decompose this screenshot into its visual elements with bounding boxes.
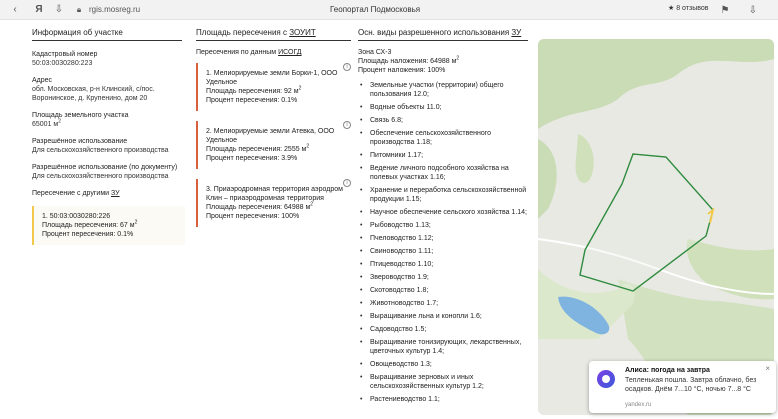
use-item: • Скотоводство 1.8; [358,286,528,295]
lock-icon: 🔒︎ [76,4,82,14]
cadastral-label: Кадастровый номер [32,51,98,58]
use-item: • Звероводство 1.9; [358,273,528,282]
overlay-area: Площадь наложения: 64988 $м^2$ [358,55,460,65]
intersect-card-area: Площадь пересечения: 67 $м^2$ [42,219,138,229]
address-label: Адрес [32,77,53,84]
use-item: • Свиноводство 1.11; [358,247,528,256]
page-title: Геопортал Подмосковья [330,5,421,14]
uses-heading: Осн. виды разрешенного использования ЗУ [358,28,528,41]
use-item: • Животноводство 1.7; [358,299,528,308]
intersect-card-title: 1. 50:03:0030280:226 [42,213,111,220]
use-doc-value: Для сельскохозяйственного производства [32,173,169,180]
info-icon[interactable]: i [343,179,351,187]
zouit-card-title: 1. Мелиорируемые земли Борки-1, ООО Удельное [206,70,338,86]
use-item: • Птицеводство 1.10; [358,260,528,269]
zouit-card[interactable] [196,63,351,111]
use-label: Разрешённое использование [32,138,128,145]
use-item: • Обеспечение сельскохозяйственного производства 1.18; [358,129,528,147]
zouit-card-area: Площадь пересечения: 64988 $м^2$ [206,201,314,211]
area-value: 65001 $м^2$ [32,118,62,128]
url-text: rgis.mosreg.ru [89,5,141,14]
isogd-link[interactable]: ИСОГД [278,49,302,56]
use-item: • Выращивание зерновых и иных сельскохозяйственных культур 1.2; [358,373,528,391]
use-item: • Хранение и переработка сельскохозяйственной продукции 1.15; [358,186,528,204]
zone-name: Зона СХ-3 [358,49,392,56]
reviews-button[interactable]: ★ 8 отзывов [668,5,709,12]
use-item: • Рыбоводство 1.13; [358,221,528,230]
use-item: • Растениеводство 1.1; [358,395,528,404]
zouit-link[interactable]: ЗОУИТ [289,28,316,37]
zouit-heading: Площадь пересечения с ЗОУИТ [196,28,351,41]
isogd-subheading: Пересечения по данным ИСОГД [196,49,302,56]
address-bar[interactable] [72,3,140,17]
area-label: Площадь земельного участка [32,112,129,119]
use-item: • Земельные участки (территории) общего пользования 12.0; [358,81,528,99]
use-item: • Питомники 1.17; [358,151,528,160]
parcel-info-heading: Информация об участке [32,28,182,41]
intersect-link[interactable]: ЗУ [111,190,120,197]
notification-text: Тепленькая пошла. Завтра облачно, без осадков. Днём 7...10 °С, ночью 7...8 °С [625,377,757,393]
parcel-info-column [32,28,182,255]
use-item: • Научное обеспечение сельского хозяйства 1.14; [358,208,528,217]
zouit-card[interactable] [196,179,351,227]
alice-notification[interactable] [589,361,776,413]
use-item: • Пчеловодство 1.12; [358,234,528,243]
yandex-icon[interactable]: Я [35,4,43,15]
bookmark-icon[interactable]: ⚑ [720,4,730,16]
uses-list [358,81,528,404]
zouit-card-percent: Процент пересечения: 100% [206,213,300,220]
map[interactable] [538,39,774,415]
download-icon[interactable]: ⇩ [54,4,64,15]
map-canvas[interactable] [538,39,774,415]
intersect-card-percent: Процент пересечения: 0.1% [42,231,134,238]
use-value: Для сельскохозяйственного производства [32,147,169,154]
info-icon[interactable]: i [343,121,351,129]
intersect-label: Пересечение с другими ЗУ [32,190,120,197]
alice-icon [597,370,615,388]
use-item: • Садоводство 1.5; [358,325,528,334]
close-icon[interactable]: × [765,364,770,373]
use-item: • Выращивание льна и конопли 1.6; [358,312,528,321]
intersect-card[interactable] [32,206,185,245]
overlay-percent: Процент наложения: 100% [358,67,446,74]
zouit-card-percent: Процент пересечения: 0.1% [206,97,298,104]
download-icon[interactable]: ⇩ [748,4,758,16]
zouit-card-title: 3. Приаэродромная территория аэродром Клин – приаэродромная территория [206,186,343,202]
back-icon[interactable]: ‹ [13,4,17,15]
use-item: • Овощеводство 1.3; [358,360,528,369]
zouit-column [196,28,351,237]
notification-title: Алиса: погода на завтра [625,367,710,374]
zouit-card[interactable] [196,121,351,169]
zouit-card-area: Площадь пересечения: 92 $м^2$ [206,85,302,95]
use-doc-label: Разрешённое использование (по документу) [32,164,178,171]
zouit-card-title: 2. Мелиорируемые земли Атевка, ООО Удельное [206,128,335,144]
cadastral-value: 50:03:0030280:223 [32,60,93,67]
uses-column [358,28,528,408]
notification-source: yandex.ru [625,402,652,408]
use-item: • Выращивание тонизирующих, лекарственных, цветочных культур 1.4; [358,338,528,356]
use-item: • Ведение личного подсобного хозяйства на полевых участках 1.16; [358,164,528,182]
use-item: • Водные объекты 11.0; [358,103,528,112]
address-value: обл. Московская, р-н Клинский, с/пос. Воронинское, д. Крупенино, дом 20 [32,86,155,102]
zouit-card-area: Площадь пересечения: 2555 $м^2$ [206,143,310,153]
use-item: • Связь 6.8; [358,116,528,125]
zouit-card-percent: Процент пересечения: 3.9% [206,155,298,162]
uses-link[interactable]: ЗУ [511,28,522,37]
info-icon[interactable]: i [343,63,351,71]
